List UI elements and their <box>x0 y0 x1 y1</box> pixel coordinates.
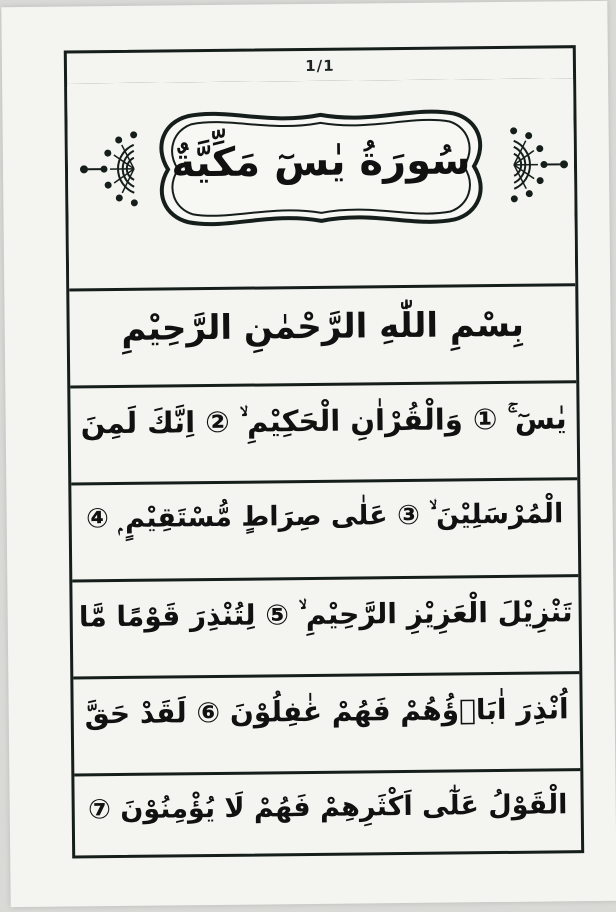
right-rosette-ornament <box>484 126 575 203</box>
ayah-line-1 <box>69 286 576 388</box>
ayah-line-6 <box>74 771 581 855</box>
page-number: 1/1 <box>305 56 335 76</box>
surah-title-panel <box>67 78 575 291</box>
ayah-text: اُنْذِرَ اٰبَاۗؤُهُمْ فَهُمْ غٰفِلُوْنَ ⑥ لَقَدْ حَقَّ <box>84 692 569 731</box>
ayah-text: يٰسٓ ۚ ① وَالْقُرْاٰنِ الْحَكِيْمِ ۙ ② اِنَّكَ لَمِنَ <box>80 401 567 441</box>
ayah-line-5 <box>73 674 580 776</box>
surah-title: سُورَةُ يٰسٓ مَكِّيَّةٌ <box>171 137 471 187</box>
ayah-line-4 <box>72 577 579 679</box>
ayah-line-3 <box>71 480 578 582</box>
ayah-text: بِسْمِ اللّٰهِ الرَّحْمٰنِ الرَّحِيْمِ <box>121 304 525 349</box>
ayah-text: تَنْزِيْلَ الْعَزِيْزِ الرَّحِيْمِ ۙ ⑤ لِتُنْذِرَ قَوْمًا مَّا <box>78 595 573 634</box>
ayah-text: الْقَوْلُ عَلٰٓى اَكْثَرِهِمْ فَهُمْ لَا يُؤْمِنُوْنَ ⑦ <box>87 789 568 826</box>
ayah-text: الْمُرْسَلِيْنَ ۙ ③ عَلٰى صِرَاطٍ مُّسْتَقِيْمٍ ۭ ④ <box>85 498 564 535</box>
book-page <box>1 1 616 907</box>
ayah-line-2 <box>70 383 577 485</box>
page-frame <box>64 45 584 858</box>
